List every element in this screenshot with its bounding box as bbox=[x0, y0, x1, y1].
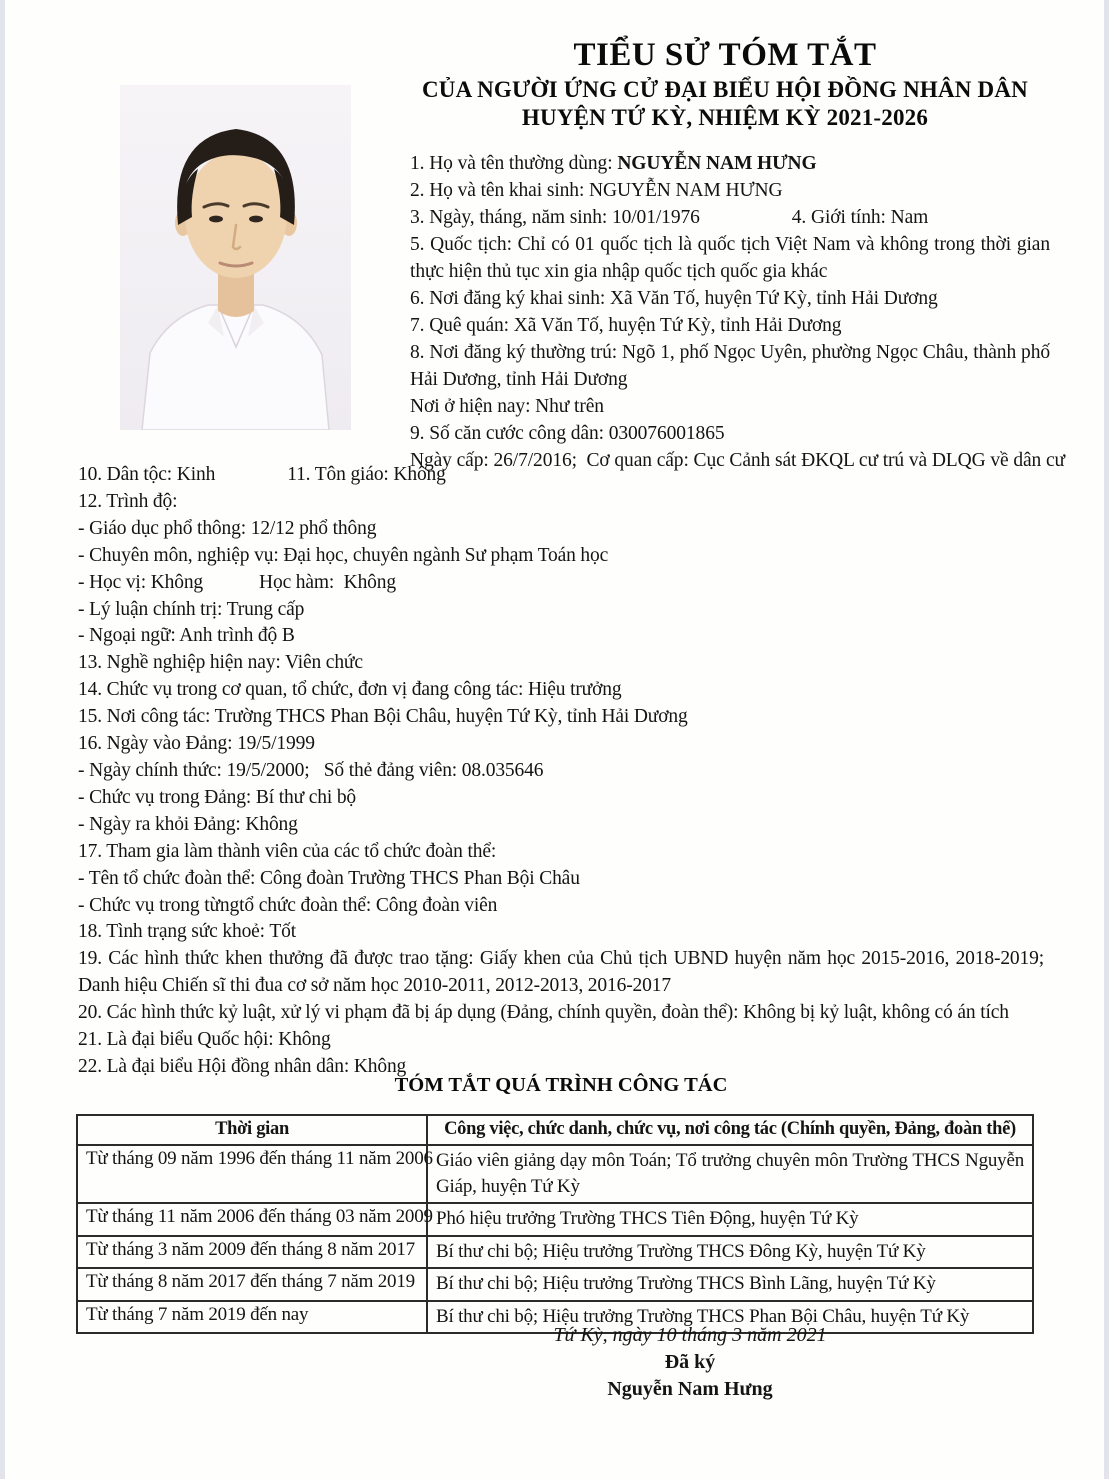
portrait-illustration bbox=[120, 85, 351, 430]
document-title: TIỂU SỬ TÓM TẮT bbox=[573, 37, 877, 73]
item-1-value: NGUYỄN NAM HƯNG bbox=[617, 153, 817, 174]
item-16-party-join-date: 16. Ngày vào Đảng: 19/5/1999 bbox=[78, 733, 315, 755]
item-17-organization-role: - Chức vụ trong từngtổ chức đoàn thể: Công đoàn viên bbox=[78, 894, 498, 916]
document-subtitle-line1: CỦA NGƯỜI ỨNG CỬ ĐẠI BIỂU HỘI ĐỒNG NHÂN DÂN bbox=[422, 77, 1028, 102]
item-12-political-theory: - Lý luận chính trị: Trung cấp bbox=[78, 598, 305, 620]
item-12-degree: - Học vị: Không bbox=[78, 571, 204, 593]
item-16-party-position: - Chức vụ trong Đảng: Bí thư chi bộ bbox=[78, 786, 357, 808]
column-header-time: Thời gian bbox=[77, 1115, 427, 1145]
signed-label: Đã ký bbox=[664, 1351, 716, 1373]
table-header-row bbox=[77, 1115, 1033, 1145]
scan-edge-right bbox=[1104, 0, 1109, 1479]
item-16-party-official-date: - Ngày chính thức: 19/5/2000; Số thẻ đảng viên: 08.035646 bbox=[78, 759, 544, 781]
item-13-occupation: 13. Nghề nghiệp hiện nay: Viên chức bbox=[78, 652, 363, 674]
signature-block bbox=[380, 1322, 1000, 1403]
signer-name: Nguyễn Nam Hưng bbox=[607, 1378, 773, 1400]
item-19-awards: 19. Các hình thức khen thưởng đã được trao tặng: Giấy khen của Chủ tịch UBND huyện năm học 2015-2016, 2018-2019; Danh hiệu Chiến sĩ thi đua cơ sở năm học 2010-2011, 2012-2013, 2016-2017 bbox=[78, 948, 1044, 997]
item-12-foreign-language: - Ngoại ngữ: Anh trình độ B bbox=[78, 625, 295, 647]
row-2-job: Phó hiệu trưởng Trường THCS Tiên Động, huyện Tứ Kỳ bbox=[427, 1203, 1033, 1236]
item-21-national-assembly: 21. Là đại biểu Quốc hội: Không bbox=[78, 1029, 331, 1051]
item-10-ethnicity: 10. Dân tộc: Kinh bbox=[78, 464, 216, 485]
scan-edge-left bbox=[0, 0, 5, 1479]
item-18-health-status: 18. Tình trạng sức khoẻ: Tốt bbox=[78, 921, 296, 943]
item-9-id-issue: Ngày cấp: 26/7/2016; Cơ quan cấp: Cục Cảnh sát ĐKQL cư trú và DLQG về dân cư bbox=[410, 450, 1065, 471]
item-3-4-birth-gender bbox=[410, 204, 1050, 231]
item-1-label: 1. Họ và tên thường dùng: bbox=[410, 153, 618, 174]
row-3-job: Bí thư chi bộ; Hiệu trưởng Trường THCS Đông Kỳ, huyện Tứ Kỳ bbox=[427, 1236, 1033, 1269]
item-3-birth-date: 3. Ngày, tháng, năm sinh: 10/01/1976 bbox=[410, 207, 700, 228]
row-1-job: Giáo viên giảng dạy môn Toán; Tổ trưởng chuyên môn Trường THCS Nguyễn Giáp, huyện Tứ Kỳ bbox=[427, 1145, 1033, 1203]
item-12-academic-title: Học hàm: Không bbox=[259, 571, 396, 593]
work-history-table bbox=[76, 1114, 1034, 1334]
row-2-time: Từ tháng 11 năm 2006 đến tháng 03 năm 2009 bbox=[77, 1203, 427, 1236]
item-15-workplace: 15. Nơi công tác: Trường THCS Phan Bội Châu, huyện Tứ Kỳ, tỉnh Hải Dương bbox=[78, 706, 688, 728]
item-5-nationality: 5. Quốc tịch: Chỉ có 01 quốc tịch là quốc tịch Việt Nam và không trong thời gian thực hiện thủ tục xin gia nhập quốc tịch quốc gia khác bbox=[410, 234, 1050, 282]
document-subtitle-line2: HUYỆN TỨ KỲ, NHIỆM KỲ 2021-2026 bbox=[521, 104, 929, 130]
row-4-job: Bí thư chi bộ; Hiệu trưởng Trường THCS Bình Lãng, huyện Tứ Kỳ bbox=[427, 1268, 1033, 1301]
item-20-disciplinary-record: 20. Các hình thức kỷ luật, xử lý vi phạm đã bị áp dụng (Đảng, chính quyền, đoàn thể): Không bị kỷ luật, không có án tích bbox=[78, 1002, 1009, 1024]
item-16-party-leave-date: - Ngày ra khỏi Đảng: Không bbox=[78, 813, 298, 835]
item-12-education-heading: 12. Trình độ: bbox=[78, 490, 178, 512]
item-12-professional-education: - Chuyên môn, nghiệp vụ: Đại học, chuyên ngành Sư phạm Toán học bbox=[78, 544, 609, 566]
item-22-peoples-council: 22. Là đại biểu Hội đồng nhân dân: Không bbox=[78, 1055, 407, 1077]
document-header bbox=[400, 34, 1050, 131]
item-17-organization-name: - Tên tổ chức đoàn thể: Công đoàn Trường THCS Phan Bội Châu bbox=[78, 867, 580, 889]
row-5-time: Từ tháng 7 năm 2019 đến nay bbox=[77, 1301, 427, 1334]
item-11-religion: 11. Tôn giáo: Không bbox=[287, 464, 446, 485]
personal-info-right-column bbox=[410, 150, 1065, 474]
item-8-current-residence: Nơi ở hiện nay: Như trên bbox=[410, 396, 604, 417]
item-12-degree-title bbox=[78, 570, 1044, 597]
item-12-general-education: - Giáo dục phổ thông: 12/12 phổ thông bbox=[78, 517, 377, 539]
item-6-birth-registration: 6. Nơi đăng ký khai sinh: Xã Văn Tố, huyện Tứ Kỳ, tỉnh Hải Dương bbox=[410, 288, 938, 309]
table-row bbox=[77, 1203, 1033, 1236]
item-9-id-number: 9. Số căn cước công dân: 030076001865 bbox=[410, 423, 725, 444]
row-5-job: Bí thư chi bộ; Hiệu trưởng Trường THCS Phan Bội Châu, huyện Tứ Kỳ bbox=[427, 1301, 1033, 1334]
item-8-permanent-residence: 8. Nơi đăng ký thường trú: Ngõ 1, phố Ngọc Uyên, phường Ngọc Châu, thành phố Hải Dương, tỉnh Hải Dương bbox=[410, 342, 1050, 390]
table-row bbox=[77, 1268, 1033, 1301]
personal-info-full-width bbox=[78, 462, 1044, 1081]
row-4-time: Từ tháng 8 năm 2017 đến tháng 7 năm 2019 bbox=[77, 1268, 427, 1301]
column-header-job: Công việc, chức danh, chức vụ, nơi công tác (Chính quyền, Đảng, đoàn thể) bbox=[427, 1115, 1033, 1145]
item-4-gender: 4. Giới tính: Nam bbox=[791, 207, 929, 228]
item-7-hometown: 7. Quê quán: Xã Văn Tố, huyện Tứ Kỳ, tỉnh Hải Dương bbox=[410, 315, 842, 336]
candidate-photo bbox=[120, 85, 351, 430]
table-row bbox=[77, 1145, 1033, 1203]
table-row bbox=[77, 1236, 1033, 1269]
item-10-11-ethnic-religion bbox=[78, 462, 1044, 489]
item-1-common-name bbox=[410, 150, 1050, 177]
item-17-organizations-heading: 17. Tham gia làm thành viên của các tổ chức đoàn thể: bbox=[78, 840, 497, 862]
item-2-birth-name: 2. Họ và tên khai sinh: NGUYỄN NAM HƯNG bbox=[410, 180, 783, 201]
row-1-time: Từ tháng 09 năm 1996 đến tháng 11 năm 2006 bbox=[77, 1145, 427, 1203]
row-3-time: Từ tháng 3 năm 2009 đến tháng 8 năm 2017 bbox=[77, 1236, 427, 1269]
work-history-section-title: TÓM TẮT QUÁ TRÌNH CÔNG TÁC bbox=[394, 1074, 728, 1096]
signature-place-date: Tứ Kỳ, ngày 10 tháng 3 năm 2021 bbox=[553, 1324, 827, 1346]
item-14-position: 14. Chức vụ trong cơ quan, tổ chức, đơn vị đang công tác: Hiệu trưởng bbox=[78, 679, 622, 701]
